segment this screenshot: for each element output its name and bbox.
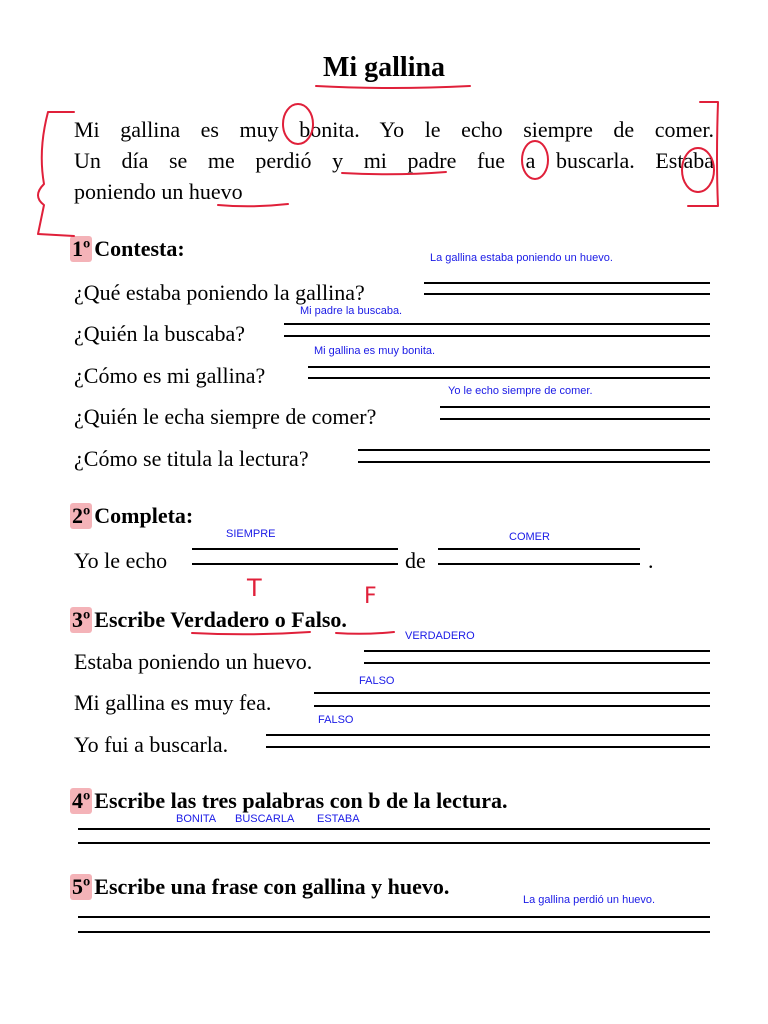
- answer-line: [284, 335, 710, 337]
- answer-line: [266, 734, 710, 736]
- answer-1: La gallina estaba poniendo un huevo.: [430, 252, 613, 264]
- handwritten-f: F: [364, 584, 377, 609]
- reading-line-3: poniendo un huevo: [74, 179, 243, 204]
- section-title: Completa:: [94, 503, 194, 528]
- page-title: Mi gallina: [322, 52, 446, 83]
- answer-line: [424, 293, 710, 295]
- section-number: 2º: [72, 503, 91, 528]
- reading-line-2: Un día se me perdió y mi padre fue a buscarla. Estaba: [74, 148, 714, 173]
- answer-line: [78, 931, 710, 933]
- answer-line: [308, 377, 710, 379]
- verdadero-word: Verdadero: [170, 607, 270, 632]
- reading-passage: [74, 114, 714, 207]
- section-number: 4º: [72, 788, 91, 813]
- vf-answer-3: FALSO: [318, 714, 354, 726]
- completa-part-2: de: [405, 548, 426, 573]
- answer-line: [440, 418, 710, 420]
- answer-4: Yo le echo siempre de comer.: [448, 385, 593, 397]
- answer-line: [364, 650, 710, 652]
- answer-line: [358, 461, 710, 463]
- reading-line-1: Mi gallina es muy bonita. Yo le echo siempre de comer.: [74, 117, 714, 142]
- question-3: ¿Cómo es mi gallina?: [74, 363, 266, 388]
- answer-line: [438, 563, 640, 565]
- answer-2: Mi padre la buscaba.: [300, 305, 403, 317]
- falso-word: Falso.: [291, 607, 347, 632]
- section-number: 3º: [72, 607, 91, 632]
- section-title: Escribe las tres palabras con b de la lectura.: [94, 788, 508, 813]
- answer-line: [358, 449, 710, 451]
- answer-line: [308, 366, 710, 368]
- answer-line: [192, 548, 398, 550]
- vf-item-3: Yo fui a buscarla.: [74, 732, 229, 757]
- section-3-heading: [70, 607, 347, 633]
- vf-answer-2: FALSO: [359, 675, 395, 687]
- answer-line: [314, 692, 710, 694]
- section-title-part: Escribe: [94, 607, 166, 632]
- answer-line: [424, 282, 710, 284]
- answer-3: Mi gallina es muy bonita.: [314, 345, 436, 357]
- section-number: 5º: [72, 874, 91, 899]
- vf-item-2: Mi gallina es muy fea.: [74, 690, 272, 715]
- answer-line: [78, 916, 710, 918]
- section-4-heading: [70, 788, 508, 814]
- vf-item-1: Estaba poniendo un huevo.: [74, 649, 313, 674]
- left-bracket: [38, 112, 74, 236]
- b-word-1: BONITA: [176, 813, 217, 825]
- question-4: ¿Quién le echa siempre de comer?: [74, 404, 377, 429]
- handwritten-t: T: [247, 574, 262, 602]
- completa-answer-1: SIEMPRE: [226, 528, 276, 540]
- completa-part-3: .: [648, 548, 654, 573]
- section-1-heading: [70, 236, 185, 262]
- question-5: ¿Cómo se titula la lectura?: [74, 446, 309, 471]
- answer-line: [192, 563, 398, 565]
- completa-part-1: Yo le echo: [74, 548, 168, 573]
- question-2: ¿Quién la buscaba?: [74, 321, 246, 346]
- section-2-heading: [70, 503, 193, 529]
- section-number: 1º: [72, 236, 91, 261]
- answer-line: [438, 548, 640, 550]
- title-underline: [316, 86, 470, 88]
- answer-line: [266, 746, 710, 748]
- section-title: Contesta:: [94, 236, 185, 261]
- frase-answer: La gallina perdió un huevo.: [523, 894, 656, 906]
- question-1: ¿Qué estaba poniendo la gallina?: [74, 280, 365, 305]
- answer-line: [78, 828, 710, 830]
- completa-answer-2: COMER: [509, 531, 550, 543]
- answer-line: [284, 323, 710, 325]
- answer-line: [78, 842, 710, 844]
- section-title-part: o: [274, 607, 286, 632]
- vf-answer-1: VERDADERO: [405, 630, 475, 642]
- section-title: Escribe una frase con gallina y huevo.: [94, 874, 450, 899]
- answer-line: [440, 406, 710, 408]
- answer-line: [314, 705, 710, 707]
- b-word-3: ESTABA: [317, 813, 360, 825]
- section-5-heading: [70, 874, 449, 900]
- b-word-2: BUSCARLA: [235, 813, 295, 825]
- answer-line: [364, 662, 710, 664]
